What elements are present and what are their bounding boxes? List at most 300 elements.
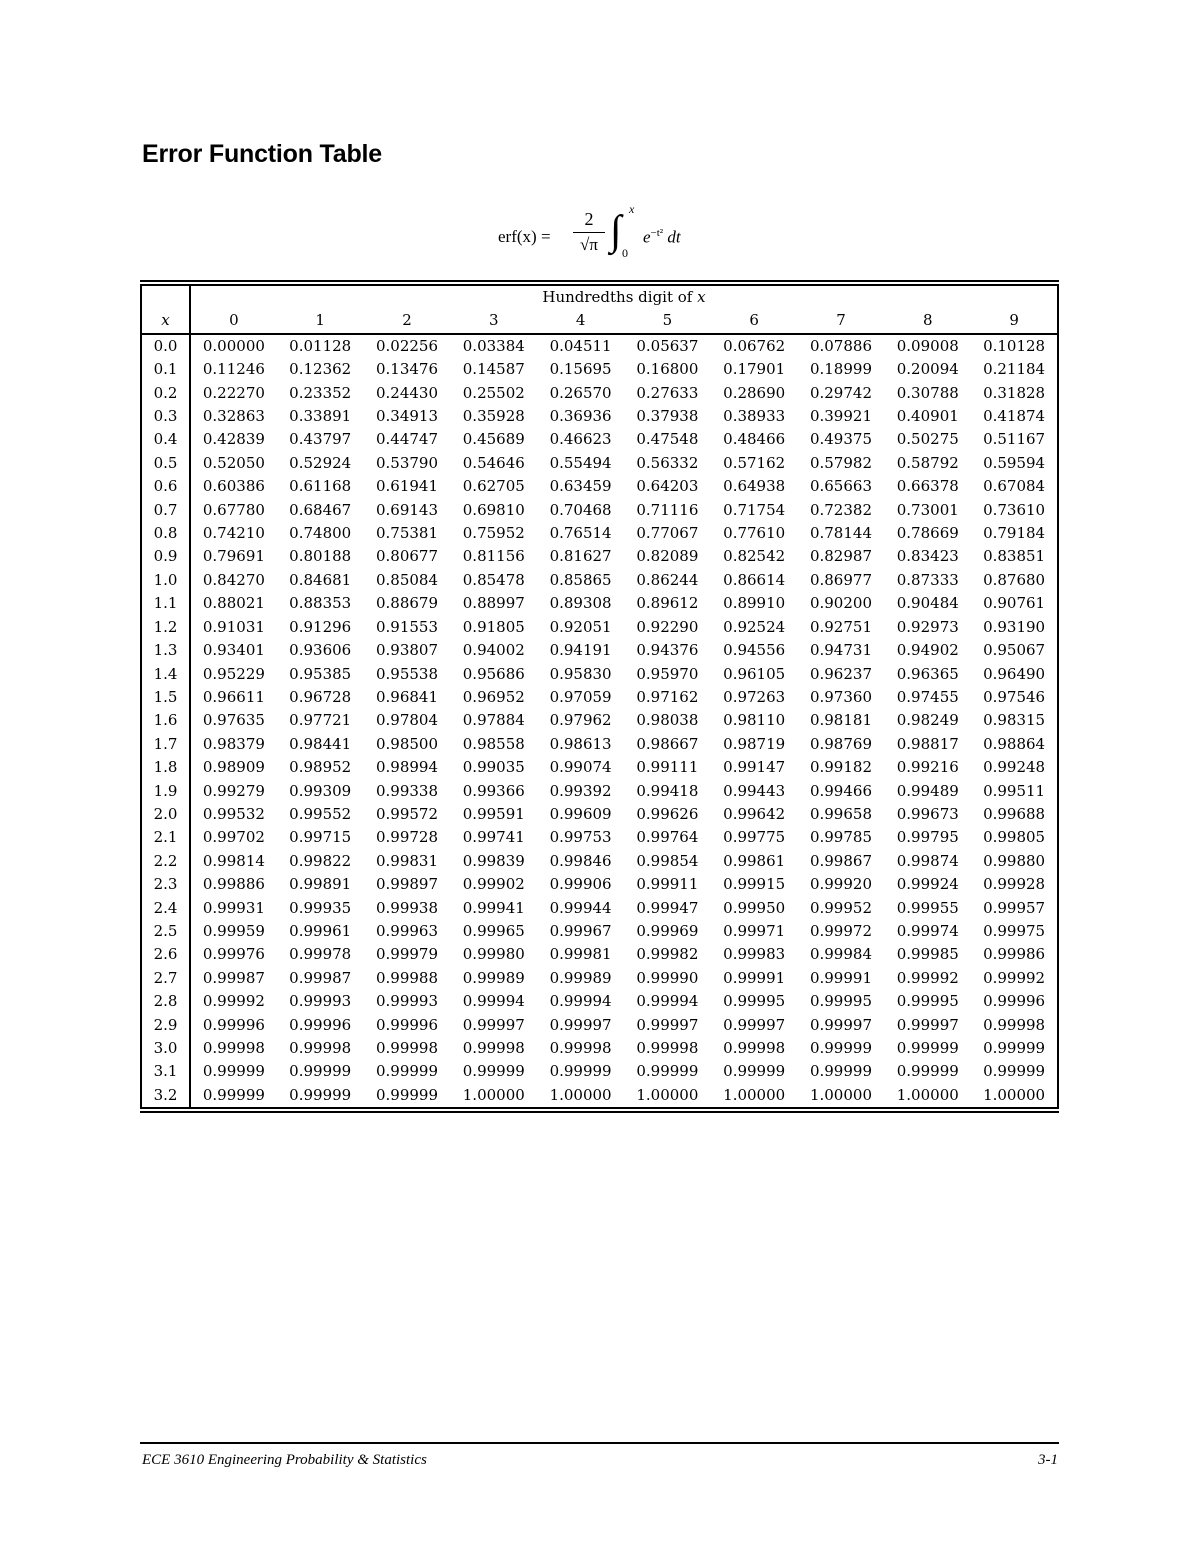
table-cell: 0.98249 xyxy=(896,711,959,730)
table-cell: 0.93606 xyxy=(289,641,352,660)
table-cell: 0.99552 xyxy=(289,804,352,823)
table-cell: 0.86244 xyxy=(636,570,699,589)
table-cell: 0.61168 xyxy=(289,477,352,496)
table-cell: 0.33891 xyxy=(289,407,352,426)
row-x-value: 1.2 xyxy=(141,616,190,639)
table-cell: 0.99999 xyxy=(364,1084,451,1108)
table-cell: 0.99702 xyxy=(202,828,265,847)
table-cell: 0.99880 xyxy=(971,850,1058,873)
table-cell: 0.66378 xyxy=(896,477,959,496)
table-cell: 0.05637 xyxy=(636,336,699,355)
footer-page-number: 3-1 xyxy=(1038,1452,1058,1468)
table-cell: 0.16800 xyxy=(636,360,699,379)
table-cell: 0.99999 xyxy=(375,1062,438,1081)
table-cell: 0.99998 xyxy=(723,1039,786,1057)
table-cell: 0.99392 xyxy=(549,781,612,800)
row-x-value: 1.1 xyxy=(141,592,190,615)
table-cell: 0.54646 xyxy=(462,453,525,472)
table-cell: 1.00000 xyxy=(711,1084,798,1108)
table-cell: 0.99867 xyxy=(809,851,872,870)
table-cell: 0.94002 xyxy=(462,641,525,660)
table-cell: 0.10128 xyxy=(971,334,1058,358)
table-row xyxy=(141,873,1058,896)
table-cell: 0.99999 xyxy=(636,1062,699,1081)
table-cell: 0.87680 xyxy=(971,569,1058,592)
table-row xyxy=(141,639,1058,662)
row-x-value: 2.7 xyxy=(141,967,190,990)
table-cell: 0.99994 xyxy=(462,992,525,1011)
table-cell: 0.99928 xyxy=(971,873,1058,896)
table-cell: 0.99993 xyxy=(289,992,352,1011)
group-header-text: Hundredths digit of x xyxy=(542,288,706,306)
table-cell: 0.46623 xyxy=(549,430,612,449)
table-cell: 0.99971 xyxy=(723,921,786,940)
table-cell: 0.82987 xyxy=(809,547,872,566)
table-cell: 0.09008 xyxy=(896,336,959,355)
row-x-value: 0.9 xyxy=(141,545,190,568)
table-cell: 0.99998 xyxy=(549,1039,612,1057)
table-bottom-rule xyxy=(140,1111,1059,1113)
table-cell: 0.95830 xyxy=(549,664,612,683)
table-cell: 0.86614 xyxy=(723,570,786,589)
table-cell: 0.99989 xyxy=(549,968,612,987)
table-cell: 0.13476 xyxy=(375,360,438,379)
footer-course: ECE 3610 Engineering Probability & Statistics xyxy=(142,1452,427,1468)
table-cell: 0.74210 xyxy=(202,524,265,543)
table-cell: 0.99987 xyxy=(202,968,265,987)
table-cell: 0.99990 xyxy=(636,968,699,987)
row-x-value: 0.0 xyxy=(141,334,190,358)
table-cell: 0.99996 xyxy=(971,990,1058,1013)
formula-fraction xyxy=(573,208,605,255)
table-row xyxy=(141,522,1058,545)
table-cell: 0.99609 xyxy=(549,804,612,823)
table-cell: 0.14587 xyxy=(462,360,525,379)
table-cell: 0.91031 xyxy=(202,617,265,636)
table-cell: 0.99753 xyxy=(549,828,612,847)
table-cell: 0.96105 xyxy=(723,664,786,683)
table-cell: 0.85478 xyxy=(462,570,525,589)
row-x-value: 2.5 xyxy=(141,920,190,943)
table-cell: 0.98038 xyxy=(636,711,699,730)
table-row xyxy=(141,358,1058,381)
table-cell: 0.99957 xyxy=(971,897,1058,920)
table-cell: 0.98110 xyxy=(723,711,786,730)
table-cell: 0.99920 xyxy=(809,875,872,894)
table-cell: 0.99074 xyxy=(549,758,612,777)
table-cell: 0.37938 xyxy=(636,407,699,426)
table-cell: 0.29742 xyxy=(809,383,872,402)
table-cell: 0.94191 xyxy=(549,641,612,660)
table-cell: 0.28690 xyxy=(723,383,786,402)
table-row xyxy=(141,1037,1058,1060)
table-cell: 0.61941 xyxy=(375,477,438,496)
table-row xyxy=(141,452,1058,475)
erf-table xyxy=(140,284,1059,1109)
table-cell: 0.76514 xyxy=(549,524,612,543)
row-x-value: 0.2 xyxy=(141,382,190,405)
table-cell: 0.93190 xyxy=(971,616,1058,639)
table-cell: 0.99961 xyxy=(289,921,352,940)
group-header xyxy=(190,285,1058,309)
table-cell: 0.99658 xyxy=(809,804,872,823)
table-body xyxy=(141,334,1058,1108)
table-cell: 0.99338 xyxy=(375,781,438,800)
table-cell: 0.99950 xyxy=(723,898,786,917)
row-x-value: 0.4 xyxy=(141,428,190,451)
table-cell: 0.99998 xyxy=(289,1039,352,1057)
table-cell: 0.99111 xyxy=(636,758,699,777)
table-cell: 0.99673 xyxy=(896,804,959,823)
table-cell: 0.39921 xyxy=(809,407,872,426)
table-row xyxy=(141,428,1058,451)
table-cell: 0.99974 xyxy=(896,921,959,940)
table-row xyxy=(141,382,1058,405)
table-cell: 0.79691 xyxy=(202,547,265,566)
table-cell: 0.17901 xyxy=(723,360,786,379)
table-cell: 0.74800 xyxy=(289,524,352,543)
table-cell: 0.88353 xyxy=(289,594,352,613)
formula-denominator: √π xyxy=(580,235,598,254)
table-cell: 0.88021 xyxy=(202,594,265,613)
table-cell: 0.99418 xyxy=(636,781,699,800)
table-row xyxy=(141,780,1058,803)
table-cell: 0.99902 xyxy=(462,875,525,894)
table-cell: 0.99279 xyxy=(202,781,265,800)
table-cell: 0.99992 xyxy=(202,992,265,1011)
table-cell: 0.51167 xyxy=(971,428,1058,451)
table-cell: 0.97360 xyxy=(809,687,872,706)
table-cell: 0.98952 xyxy=(289,758,352,777)
row-header: x xyxy=(141,309,190,333)
table-cell: 0.99997 xyxy=(462,1015,525,1034)
table-cell: 0.85865 xyxy=(549,570,612,589)
table-cell: 0.35928 xyxy=(462,407,525,426)
table-cell: 0.91805 xyxy=(462,617,525,636)
table-cell: 0.99443 xyxy=(723,781,786,800)
table-cell: 0.99996 xyxy=(289,1015,352,1034)
table-cell: 0.95229 xyxy=(202,664,265,683)
table-cell: 0.99976 xyxy=(202,945,265,964)
table-cell: 0.99846 xyxy=(549,851,612,870)
table-cell: 0.93807 xyxy=(375,641,438,660)
table-cell: 0.99147 xyxy=(723,758,786,777)
table-cell: 0.99182 xyxy=(809,758,872,777)
table-cell: 0.77610 xyxy=(723,524,786,543)
table-cell: 0.99999 xyxy=(971,1037,1058,1060)
table-cell: 0.97455 xyxy=(896,687,959,706)
table-cell: 0.99941 xyxy=(462,898,525,917)
row-x-value: 0.5 xyxy=(141,452,190,475)
table-row xyxy=(141,475,1058,498)
table-cell: 0.94376 xyxy=(636,641,699,660)
table-cell: 0.99728 xyxy=(375,828,438,847)
table-cell: 0.65663 xyxy=(809,477,872,496)
table-cell: 0.11246 xyxy=(202,360,265,379)
table-cell: 0.24430 xyxy=(375,383,438,402)
table-cell: 0.83423 xyxy=(896,547,959,566)
table-cell: 0.75381 xyxy=(375,524,438,543)
row-x-value: 3.0 xyxy=(141,1037,190,1060)
table-cell: 0.95970 xyxy=(636,664,699,683)
table-cell: 0.99983 xyxy=(723,945,786,964)
table-cell: 0.99715 xyxy=(289,828,352,847)
table-cell: 0.32863 xyxy=(202,407,265,426)
table-cell: 0.99985 xyxy=(896,945,959,964)
table-cell: 0.78669 xyxy=(896,524,959,543)
table-cell: 0.99997 xyxy=(809,1015,872,1034)
table-cell: 0.99975 xyxy=(971,920,1058,943)
table-row xyxy=(141,826,1058,849)
table-cell: 0.99999 xyxy=(896,1039,959,1057)
row-x-value: 0.6 xyxy=(141,475,190,498)
table-cell: 0.98315 xyxy=(971,709,1058,732)
table-cell: 0.02256 xyxy=(375,336,438,355)
column-header: 0 xyxy=(190,309,277,333)
table-cell: 0.30788 xyxy=(896,383,959,402)
table-cell: 0.56332 xyxy=(636,453,699,472)
table-cell: 0.84681 xyxy=(289,570,352,589)
table-cell: 0.99955 xyxy=(896,898,959,917)
table-cell: 0.96365 xyxy=(896,664,959,683)
table-cell: 0.96490 xyxy=(971,663,1058,686)
table-cell: 0.38933 xyxy=(723,407,786,426)
integrand-exponent: −t² xyxy=(650,227,664,239)
table-cell: 0.99785 xyxy=(809,828,872,847)
table-cell: 0.64203 xyxy=(636,477,699,496)
table-cell: 0.06762 xyxy=(723,336,786,355)
table-cell: 0.99999 xyxy=(896,1062,959,1081)
table-cell: 0.68467 xyxy=(289,500,352,519)
table-row xyxy=(141,616,1058,639)
table-cell: 0.99906 xyxy=(549,875,612,894)
row-x-value: 2.6 xyxy=(141,943,190,966)
table-cell: 0.97263 xyxy=(723,687,786,706)
table-cell: 0.99924 xyxy=(896,875,959,894)
table-row xyxy=(141,920,1058,943)
table-cell: 0.99795 xyxy=(896,828,959,847)
table-cell: 0.99994 xyxy=(549,992,612,1011)
column-header: 5 xyxy=(624,309,711,333)
table-cell: 0.99309 xyxy=(289,781,352,800)
table-cell: 0.99998 xyxy=(202,1039,265,1057)
table-cell: 0.31828 xyxy=(971,382,1058,405)
table-row xyxy=(141,405,1058,428)
table-cell: 0.99216 xyxy=(896,758,959,777)
table-cell: 0.58792 xyxy=(896,453,959,472)
table-cell: 0.47548 xyxy=(636,430,699,449)
table-cell: 1.00000 xyxy=(798,1084,885,1108)
table-cell: 0.98667 xyxy=(636,734,699,753)
table-cell: 0.99984 xyxy=(809,945,872,964)
table-cell: 0.99642 xyxy=(723,804,786,823)
table-cell: 0.98719 xyxy=(723,734,786,753)
table-cell: 1.00000 xyxy=(624,1084,711,1108)
table-cell: 0.91296 xyxy=(289,617,352,636)
row-header-spacer xyxy=(141,285,190,309)
table-cell: 0.25502 xyxy=(462,383,525,402)
table-cell: 0.79184 xyxy=(971,522,1058,545)
table-cell: 0.90761 xyxy=(971,592,1058,615)
table-cell: 0.81156 xyxy=(462,547,525,566)
table-cell: 0.80188 xyxy=(289,547,352,566)
table-cell: 0.23352 xyxy=(289,383,352,402)
formula-integrand xyxy=(643,227,681,248)
row-x-value: 2.1 xyxy=(141,826,190,849)
table-row xyxy=(141,733,1058,756)
column-header: 4 xyxy=(537,309,624,333)
table-cell: 0.00000 xyxy=(202,336,265,355)
table-cell: 0.99805 xyxy=(971,826,1058,849)
table-cell: 0.22270 xyxy=(202,383,265,402)
table-cell: 0.98864 xyxy=(971,733,1058,756)
table-cell: 0.57982 xyxy=(809,453,872,472)
table-cell: 0.99874 xyxy=(896,851,959,870)
table-cell: 0.96728 xyxy=(289,687,352,706)
table-cell: 0.97721 xyxy=(289,711,352,730)
table-cell: 0.20094 xyxy=(896,360,959,379)
table-cell: 1.00000 xyxy=(884,1084,971,1108)
table-cell: 0.97884 xyxy=(462,711,525,730)
table-cell: 0.71116 xyxy=(636,500,699,519)
table-cell: 0.49375 xyxy=(809,430,872,449)
fraction-bar xyxy=(573,232,605,233)
table-cell: 0.90200 xyxy=(809,594,872,613)
table-cell: 0.60386 xyxy=(202,477,265,496)
table-cell: 0.99991 xyxy=(723,968,786,987)
table-cell: 0.99996 xyxy=(202,1015,265,1034)
table-row xyxy=(141,592,1058,615)
integral-lower-limit: 0 xyxy=(622,246,628,260)
table-cell: 0.99764 xyxy=(636,828,699,847)
table-cell: 0.97635 xyxy=(202,711,265,730)
table-row xyxy=(141,1060,1058,1083)
table-cell: 0.57162 xyxy=(723,453,786,472)
row-x-value: 0.1 xyxy=(141,358,190,381)
table-cell: 0.18999 xyxy=(809,360,872,379)
table-cell: 0.88997 xyxy=(462,594,525,613)
table-cell: 0.99999 xyxy=(971,1060,1058,1083)
table-cell: 0.67084 xyxy=(971,475,1058,498)
table-cell: 0.99987 xyxy=(289,968,352,987)
table-column-header-row xyxy=(141,309,1058,333)
table-cell: 0.96611 xyxy=(202,687,265,706)
table-cell: 0.99915 xyxy=(723,875,786,894)
table-cell: 0.99963 xyxy=(375,921,438,940)
table-row xyxy=(141,990,1058,1013)
formula-numerator: 2 xyxy=(584,209,594,229)
table-cell: 0.63459 xyxy=(549,477,612,496)
row-x-value: 1.4 xyxy=(141,663,190,686)
table-cell: 0.95067 xyxy=(971,639,1058,662)
table-cell: 0.89910 xyxy=(723,594,786,613)
table-row xyxy=(141,569,1058,592)
table-row xyxy=(141,897,1058,920)
table-cell: 0.99861 xyxy=(723,851,786,870)
table-cell: 0.96237 xyxy=(809,664,872,683)
table-cell: 0.99969 xyxy=(636,921,699,940)
integrand-differential: dt xyxy=(667,227,681,247)
table-cell: 0.45689 xyxy=(462,430,525,449)
row-x-value: 0.7 xyxy=(141,499,190,522)
table-cell: 0.99944 xyxy=(549,898,612,917)
table-cell: 0.99989 xyxy=(462,968,525,987)
table-cell: 0.99489 xyxy=(896,781,959,800)
erf-formula xyxy=(498,202,718,268)
table-cell: 0.75952 xyxy=(462,524,525,543)
table-cell: 0.73610 xyxy=(971,499,1058,522)
table-cell: 0.99972 xyxy=(809,921,872,940)
table-cell: 0.99035 xyxy=(462,758,525,777)
table-cell: 0.99992 xyxy=(971,967,1058,990)
table-cell: 0.21184 xyxy=(971,358,1058,381)
table-cell: 0.99994 xyxy=(636,992,699,1011)
row-x-value: 1.9 xyxy=(141,780,190,803)
table-cell: 0.99999 xyxy=(549,1062,612,1081)
table-cell: 0.92751 xyxy=(809,617,872,636)
table-cell: 0.98181 xyxy=(809,711,872,730)
table-cell: 0.27633 xyxy=(636,383,699,402)
table-cell: 0.84270 xyxy=(202,570,265,589)
table-cell: 0.99938 xyxy=(375,898,438,917)
row-x-value: 2.2 xyxy=(141,850,190,873)
table-cell: 0.97059 xyxy=(549,687,612,706)
table-cell: 0.83851 xyxy=(971,545,1058,568)
table-cell: 0.99982 xyxy=(636,945,699,964)
table-row xyxy=(141,686,1058,709)
table-cell: 0.99967 xyxy=(549,921,612,940)
table-cell: 0.64938 xyxy=(723,477,786,496)
table-cell: 0.41874 xyxy=(971,405,1058,428)
table-cell: 0.99952 xyxy=(809,898,872,917)
table-cell: 0.99998 xyxy=(971,1014,1058,1037)
table-cell: 0.99988 xyxy=(375,968,438,987)
table-cell: 0.99366 xyxy=(462,781,525,800)
table-cell: 0.73001 xyxy=(896,500,959,519)
table-group-header-row xyxy=(141,285,1058,309)
table-cell: 0.99998 xyxy=(462,1039,525,1057)
table-cell: 0.99999 xyxy=(462,1062,525,1081)
table-cell: 0.96952 xyxy=(462,687,525,706)
row-x-value: 1.0 xyxy=(141,569,190,592)
row-x-value: 2.9 xyxy=(141,1014,190,1037)
table-cell: 0.80677 xyxy=(375,547,438,566)
table-cell: 0.96841 xyxy=(375,687,438,706)
table-cell: 0.98817 xyxy=(896,734,959,753)
table-cell: 0.99995 xyxy=(809,992,872,1011)
table-cell: 0.69143 xyxy=(375,500,438,519)
table-cell: 0.99992 xyxy=(896,968,959,987)
row-x-value: 1.3 xyxy=(141,639,190,662)
row-x-value: 2.8 xyxy=(141,990,190,1013)
column-header: 7 xyxy=(798,309,885,333)
table-cell: 0.94902 xyxy=(896,641,959,660)
table-cell: 0.95385 xyxy=(289,664,352,683)
table-row xyxy=(141,756,1058,779)
formula-lhs: erf(x) = xyxy=(498,227,551,246)
erf-table-container xyxy=(140,280,1059,1113)
table-cell: 0.99999 xyxy=(809,1062,872,1081)
table-cell: 0.62705 xyxy=(462,477,525,496)
table-cell: 0.50275 xyxy=(896,430,959,449)
table-cell: 0.77067 xyxy=(636,524,699,543)
table-cell: 0.99999 xyxy=(809,1039,872,1057)
table-cell: 0.07886 xyxy=(809,336,872,355)
table-cell: 1.00000 xyxy=(450,1084,537,1108)
table-cell: 0.71754 xyxy=(723,500,786,519)
column-header: 8 xyxy=(884,309,971,333)
table-row xyxy=(141,850,1058,873)
